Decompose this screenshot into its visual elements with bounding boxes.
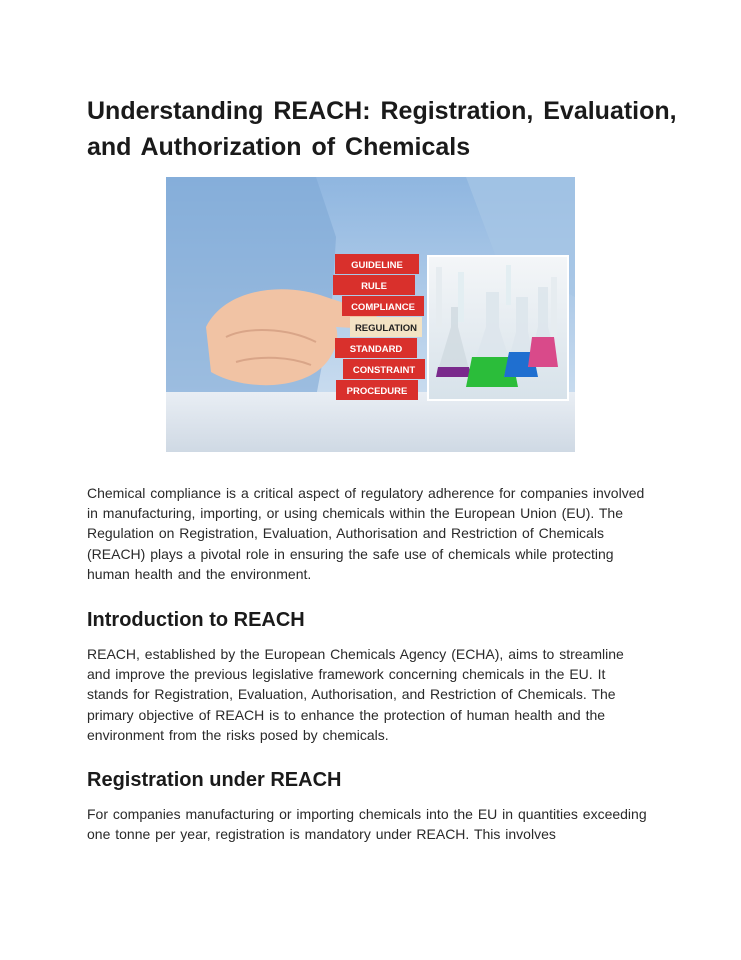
hero-image xyxy=(166,177,575,452)
document-title: Understanding REACH: Registration, Evaluation, and Authorization of Chemicals xyxy=(87,97,677,161)
section-body-introduction: REACH, established by the European Chemicals Agency (ECHA), aims to streamline and improve the previous legislative framework concerning chemicals in the EU. It stands for Registration, Evaluation, Authorisation, and Restriction of Chemicals. The primary objective of REACH is to enhance the protection of human health and the environment from the risks posed by chemicals. xyxy=(87,646,624,743)
block-label: CONSTRAINT xyxy=(352,365,416,376)
section-heading-introduction: Introduction to REACH xyxy=(87,609,305,631)
block-label: REGULATION xyxy=(354,323,418,334)
lab-flasks-photo xyxy=(428,256,568,400)
section-heading-registration: Registration under REACH xyxy=(87,769,342,791)
block-label: GUIDELINE xyxy=(351,260,403,271)
block-label: RULE xyxy=(361,281,387,292)
intro-paragraph: Chemical compliance is a critical aspect of regulatory adherence for companies involved in manufacturing, importing, or using chemicals within the European Union (EU). The Regulation on Registration, Evaluation, Authorisation and Restriction of Chemicals (REACH) plays a pivotal role in ensuring the safe use of chemicals while protecting human health and the environment. xyxy=(87,485,645,582)
block-label: STANDARD xyxy=(349,344,403,355)
section-body-registration: For companies manufacturing or importing chemicals into the EU in quantities exceeding one tonne per year, registration is mandatory under REACH. This involves xyxy=(87,806,647,843)
block-label: COMPLIANCE xyxy=(351,302,415,313)
block-label: PROCEDURE xyxy=(346,386,408,397)
hero-illustration xyxy=(166,177,575,452)
